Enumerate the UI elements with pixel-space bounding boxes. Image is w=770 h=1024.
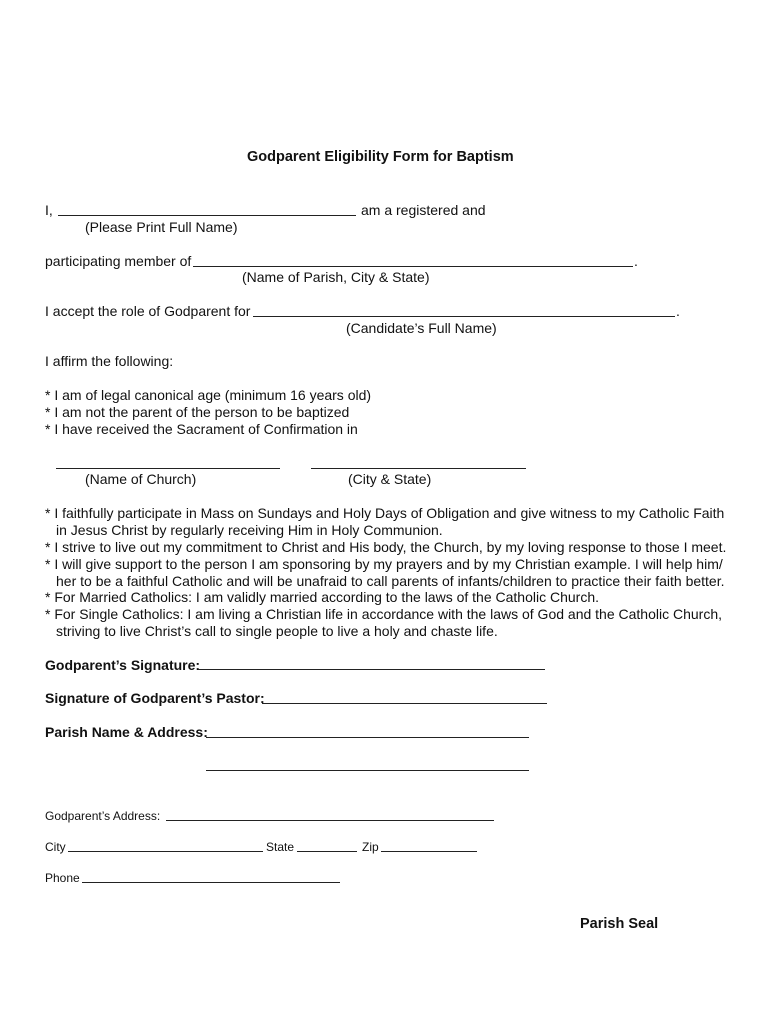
affirmation-text: I strive to live out my commitment to Christ and His body, the Church, by my loving response to those I meet.: [54, 539, 727, 555]
affirmation-item: [45, 505, 724, 522]
phone-field[interactable]: [82, 882, 340, 883]
bullet: *: [45, 606, 51, 622]
affirmation-item: [45, 404, 349, 421]
bullet: *: [45, 589, 51, 605]
state-label: State: [266, 840, 295, 854]
parish-seal-label: Parish Seal: [580, 916, 659, 932]
affirmation-item: [45, 387, 371, 404]
full-name-field[interactable]: [58, 215, 356, 216]
parish-suffix: .: [634, 253, 638, 269]
parish-name-address-field[interactable]: [206, 737, 529, 738]
godparent-address-label: Godparent’s Address:: [45, 809, 161, 823]
confirmation-church-field[interactable]: [56, 468, 280, 469]
affirmation-item: [45, 556, 723, 573]
parish-name-address-label: Parish Name & Address:: [45, 724, 208, 740]
affirmation-text: For Single Catholics: I am living a Christian life in accordance with the laws of God and the Catholic Church,: [54, 606, 722, 622]
confirmation-church-caption: (Name of Church): [85, 471, 197, 487]
affirmation-text: For Married Catholics: I am validly married according to the laws of the Catholic Church.: [54, 589, 600, 605]
candidate-name-field[interactable]: [253, 316, 675, 317]
affirmation-continuation: in Jesus Christ by regularly receiving Him in Holy Communion.: [56, 522, 443, 538]
affirmation-item: [45, 606, 722, 623]
affirmation-text: I am of legal canonical age (minimum 16 years old): [54, 387, 372, 403]
bullet: *: [45, 421, 51, 437]
bullet: *: [45, 505, 51, 521]
bullet: *: [45, 387, 51, 403]
affirmation-text: I have received the Sacrament of Confirmation in: [54, 421, 358, 437]
form-title: Godparent Eligibility Form for Baptism: [247, 149, 514, 165]
godparent-signature-field[interactable]: [198, 669, 545, 670]
bullet: *: [45, 539, 51, 555]
parish-field[interactable]: [193, 266, 633, 267]
affirmation-continuation: striving to live Christ’s call to single people to live a holy and chaste life.: [56, 623, 498, 639]
affirmation-text: I faithfully participate in Mass on Sundays and Holy Days of Obligation and give witness to my Catholic Faith: [54, 505, 725, 521]
full-name-caption: (Please Print Full Name): [85, 219, 238, 235]
bullet: *: [45, 404, 51, 420]
confirmation-city-state-field[interactable]: [311, 468, 526, 469]
name-suffix: am a registered and: [361, 202, 486, 218]
city-label: City: [45, 840, 66, 854]
affirmation-item: [45, 421, 358, 438]
name-prefix: I,: [45, 202, 53, 218]
parish-caption: (Name of Parish, City & State): [242, 269, 430, 285]
affirmation-item: [45, 589, 599, 606]
phone-label: Phone: [45, 871, 80, 885]
candidate-suffix: .: [676, 303, 680, 319]
confirmation-city-state-caption: (City & State): [348, 471, 432, 487]
affirmation-item: [45, 539, 726, 556]
city-field[interactable]: [68, 851, 263, 852]
zip-label: Zip: [362, 840, 379, 854]
godparent-address-field[interactable]: [166, 820, 494, 821]
affirmation-text: I will give support to the person I am sponsoring by my prayers and by my Christian example. I will help him/: [54, 556, 723, 572]
parish-prefix: participating member of: [45, 253, 192, 269]
candidate-caption: (Candidate’s Full Name): [346, 320, 497, 336]
state-field[interactable]: [297, 851, 357, 852]
affirm-heading: I affirm the following:: [45, 353, 174, 369]
parish-address-second-line[interactable]: [206, 770, 529, 771]
bullet: *: [45, 556, 51, 572]
pastor-signature-field[interactable]: [262, 703, 547, 704]
godparent-signature-label: Godparent’s Signature:: [45, 657, 201, 673]
zip-field[interactable]: [381, 851, 477, 852]
pastor-signature-label: Signature of Godparent’s Pastor:: [45, 690, 265, 706]
affirmation-text: I am not the parent of the person to be baptized: [54, 404, 350, 420]
candidate-prefix: I accept the role of Godparent for: [45, 303, 251, 319]
affirmation-continuation: her to be a faithful Catholic and will be unafraid to call parents of infants/children to practice their faith better.: [56, 573, 725, 589]
